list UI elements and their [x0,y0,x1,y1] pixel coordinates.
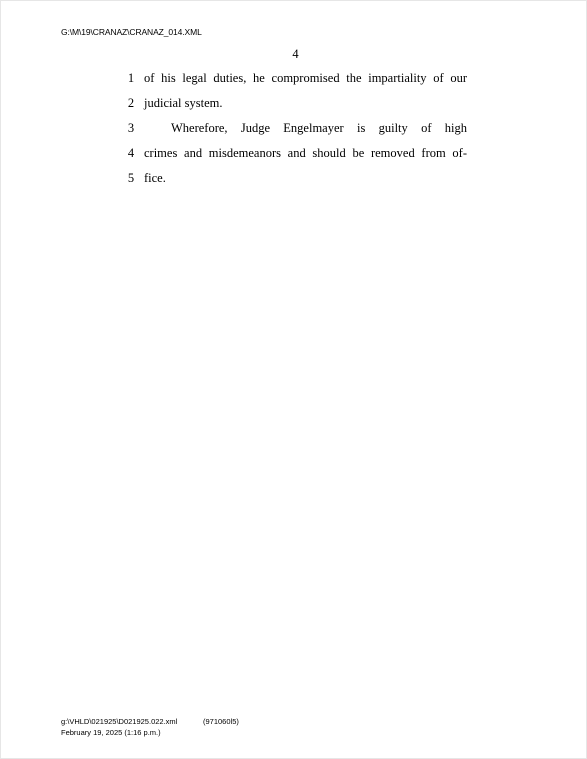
line-text: crimes and misdemeanors and should be removed from of- [144,146,467,160]
text-line [1,168,587,188]
line-number: 2 [127,96,135,110]
text-line [1,68,587,88]
line-text: judicial system. [144,96,223,110]
line-text: of his legal duties, he compromised the impartiality of our [144,71,467,85]
footer-date: February 19, 2025 (1:16 p.m.) [61,728,161,737]
text-line [1,143,587,163]
header-file-path: G:\M\19\CRANAZ\CRANAZ_014.XML [61,27,202,37]
footer [61,716,239,738]
page-number: 4 [292,47,299,61]
line-number: 4 [127,146,135,160]
line-text: Wherefore, Judge Engelmayer is guilty of high [171,121,467,135]
text-line [1,118,587,138]
footer-code: (971060l5) [203,717,239,726]
line-number: 1 [127,71,135,85]
line-number: 5 [127,171,135,185]
footer-file-path: g:\VHLD\021925\D021925.022.xml [61,717,178,726]
text-line [1,93,587,113]
line-text: fice. [144,171,166,185]
footer-file-row [61,716,239,727]
line-number: 3 [127,121,135,135]
